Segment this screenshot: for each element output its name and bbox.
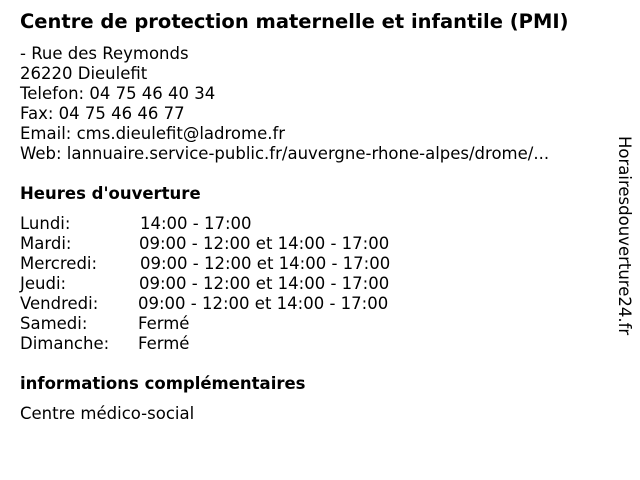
hours-value: 09:00 - 12:00 et 14:00 - 17:00	[140, 254, 391, 273]
hours-row-wednesday	[20, 254, 440, 274]
hours-row-thursday	[20, 274, 440, 294]
fax-number: Fax: 04 75 46 46 77	[20, 104, 185, 123]
hours-value: Fermé	[138, 314, 190, 333]
hours-row-tuesday	[20, 234, 440, 254]
city-postcode: 26220 Dieulefit	[20, 64, 148, 83]
hours-row-monday	[20, 214, 440, 234]
hours-value: Fermé	[138, 334, 190, 353]
day-label: Mercredi:	[20, 254, 98, 273]
email-address: Email: cms.dieulefit@ladrome.fr	[20, 124, 286, 143]
hours-row-sunday	[20, 334, 440, 354]
day-label: Mardi:	[20, 234, 72, 253]
phone-number: Telefon: 04 75 46 40 34	[20, 84, 216, 103]
hours-row-friday	[20, 294, 440, 314]
site-watermark: Horairesdouverture24.fr	[615, 136, 634, 336]
contact-block	[20, 44, 549, 164]
opening-hours-table	[20, 214, 440, 354]
day-label: Jeudi:	[20, 274, 67, 293]
hours-row-saturday	[20, 314, 440, 334]
hours-value: 14:00 - 17:00	[140, 214, 252, 233]
page-title: Centre de protection maternelle et infantile (PMI)	[20, 10, 569, 33]
hours-value: 09:00 - 12:00 et 14:00 - 17:00	[139, 274, 390, 293]
website-url: Web: lannuaire.service-public.fr/auvergne-rhone-alpes/drome/...	[20, 144, 550, 163]
street-address: - Rue des Reymonds	[20, 44, 189, 63]
day-label: Samedi:	[20, 314, 88, 333]
additional-info-text: Centre médico-social	[20, 404, 195, 423]
additional-info-heading: informations complémentaires	[20, 374, 306, 393]
hours-value: 09:00 - 12:00 et 14:00 - 17:00	[138, 294, 389, 313]
day-label: Vendredi:	[20, 294, 99, 313]
day-label: Dimanche:	[20, 334, 110, 353]
hours-value: 09:00 - 12:00 et 14:00 - 17:00	[139, 234, 390, 253]
opening-hours-heading: Heures d'ouverture	[20, 184, 201, 203]
day-label: Lundi:	[20, 214, 71, 233]
